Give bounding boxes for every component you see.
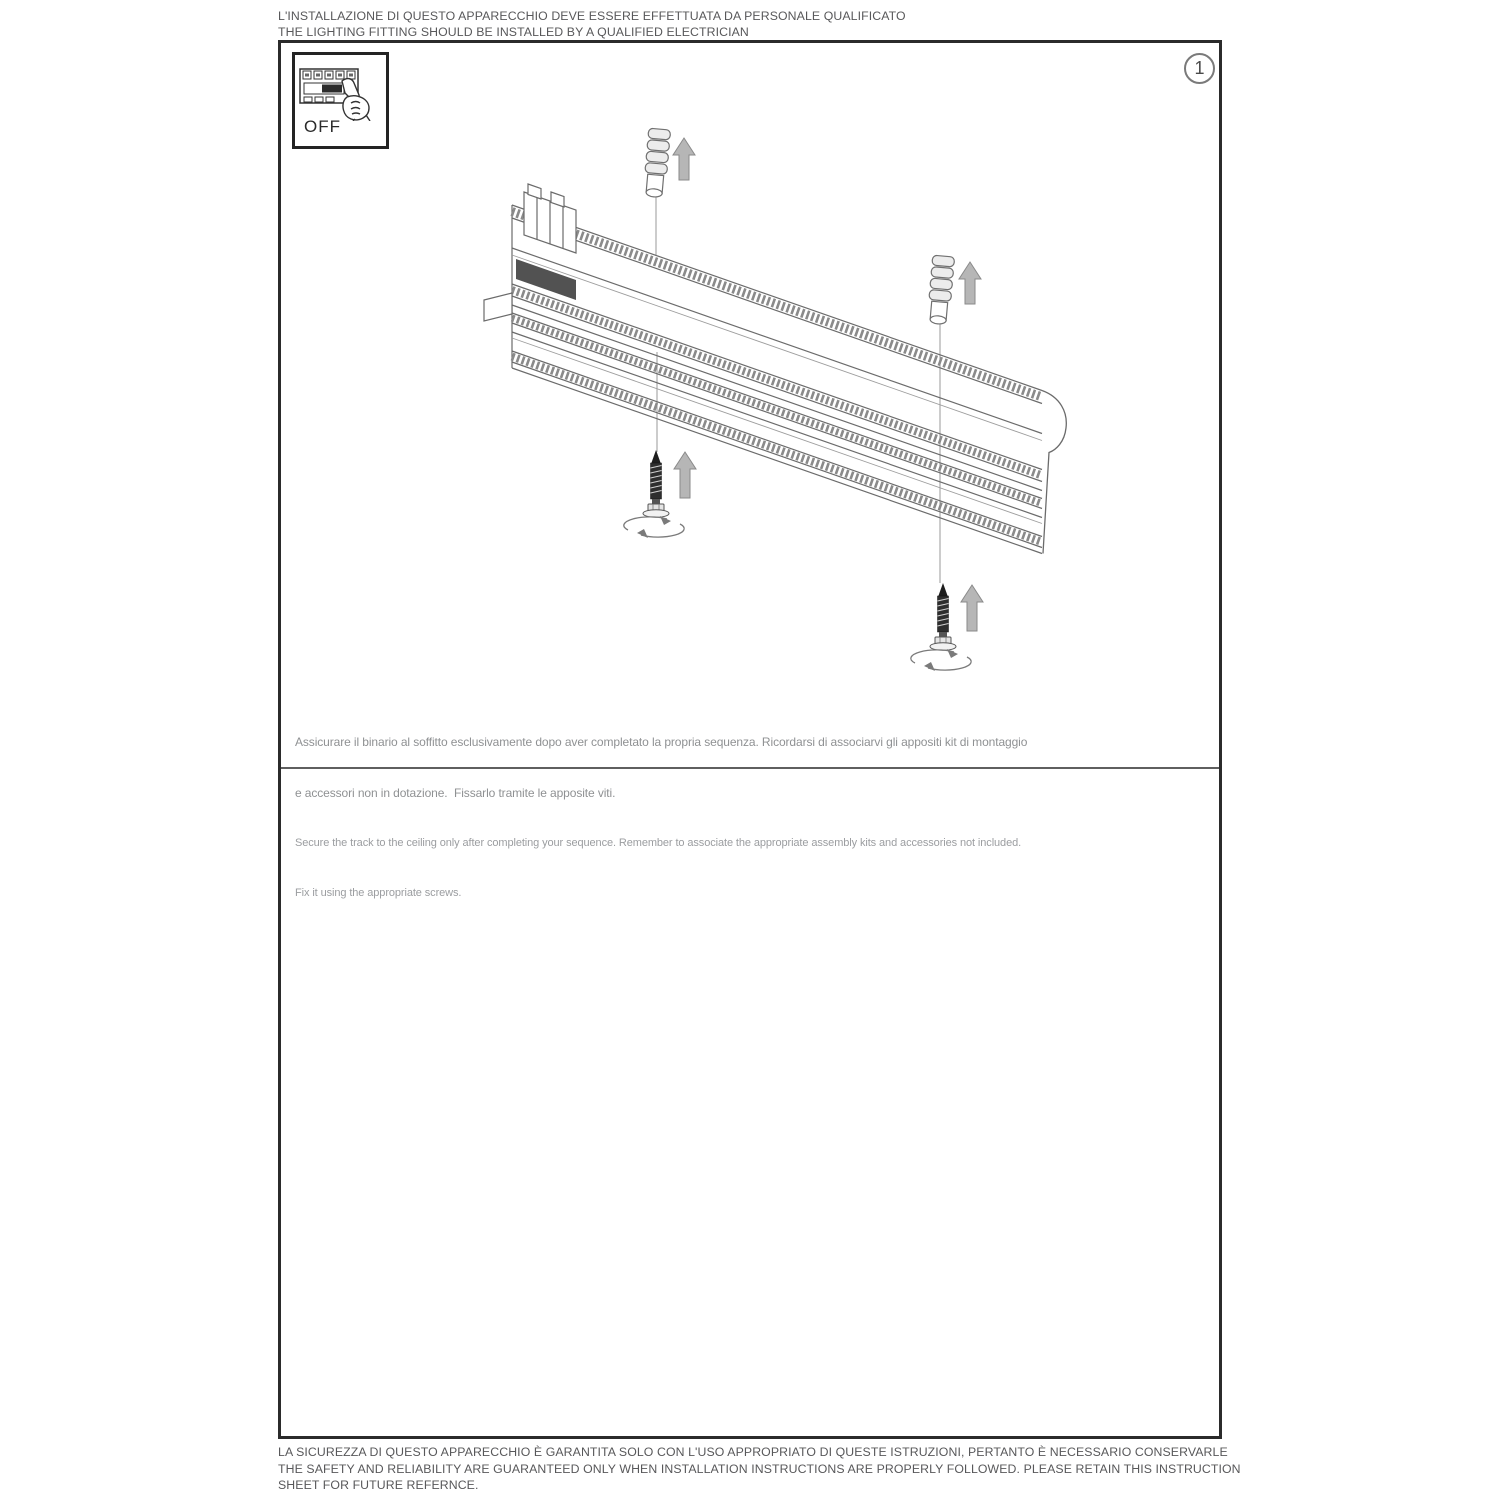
header-note-italian: L'INSTALLAZIONE DI QUESTO APPARECCHIO DEVE ESSERE EFFETTUATA DA PERSONALE QUALIFICATO	[278, 9, 906, 23]
step-number: 1	[1194, 58, 1205, 78]
instruction-panel	[278, 40, 1222, 1439]
caption-english-line2: Fix it using the appropriate screws.	[295, 886, 462, 899]
section-divider	[281, 767, 1219, 769]
footer-note-english-line1: THE SAFETY AND RELIABILITY ARE GUARANTEED ONLY WHEN INSTALLATION INSTRUCTIONS ARE PROPERLY FOLLOWED. PLEASE RETAIN THIS INSTRUCTION	[278, 1461, 1241, 1476]
header-note-english: THE LIGHTING FITTING SHOULD BE INSTALLED BY A QUALIFIED ELECTRICIAN	[278, 25, 749, 39]
caption-italian-line2: e accessori non in dotazione. Fissarlo tramite le apposite viti.	[295, 786, 616, 800]
footer-note-italian: LA SICUREZZA DI QUESTO APPARECCHIO È GARANTITA SOLO CON L'USO APPROPRIATO DI QUESTE ISTRUZIONI, PERTANTO È NECESSARIO CONSERVARLE	[278, 1445, 1228, 1459]
footer-note	[278, 1444, 1241, 1494]
footer-note-english-line2: SHEET FOR FUTURE REFERNCE.	[278, 1478, 479, 1492]
header-note	[278, 8, 906, 40]
diagram-caption	[295, 699, 1027, 936]
off-label: OFF	[304, 117, 341, 136]
caption-english-line1: Secure the track to the ceiling only after completing your sequence. Remember to associate the appropriate assembly kits and accessories not included.	[295, 837, 1022, 849]
breaker-off-switch-icon	[295, 55, 380, 121]
caption-italian-line1: Assicurare il binario al soffitto esclusivamente dopo aver completato la propria sequenza. Ricordarsi di associarvi gli appositi kit di montaggio	[295, 735, 1028, 749]
step-1-badge	[1184, 53, 1215, 84]
power-off-warning-box	[292, 52, 389, 149]
